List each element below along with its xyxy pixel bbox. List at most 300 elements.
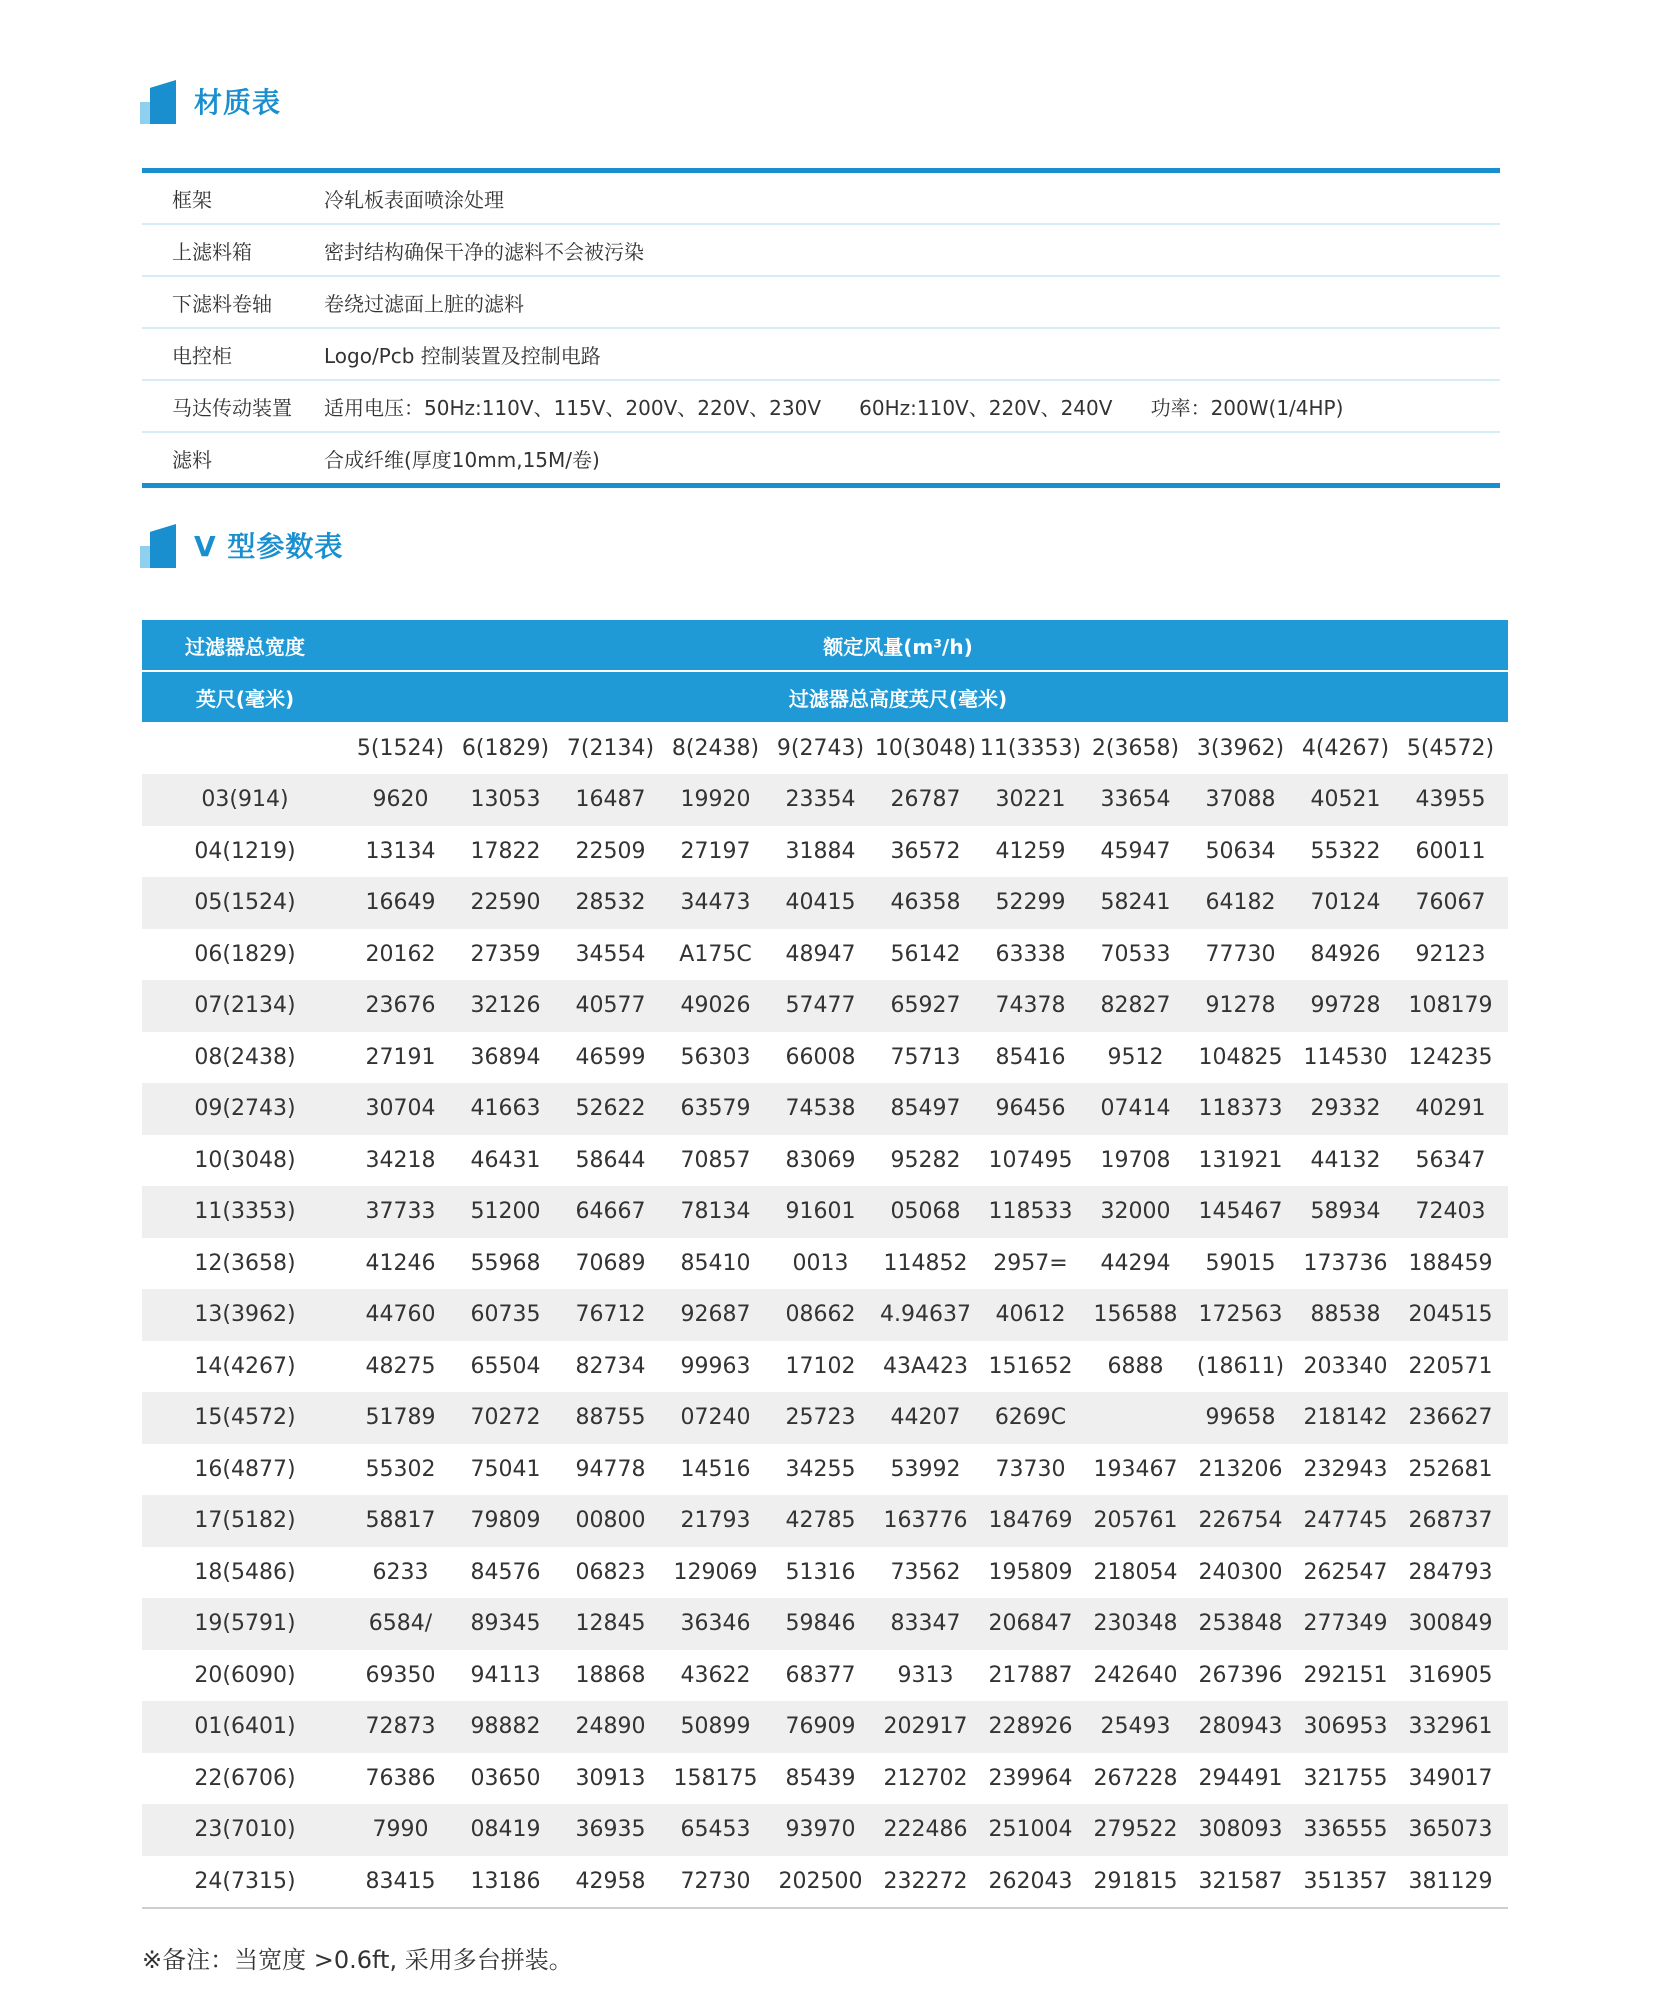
- airflow-cell: 63338: [995, 941, 1066, 967]
- airflow-cell: 204515: [1408, 1302, 1493, 1328]
- airflow-cell: 173736: [1303, 1250, 1388, 1276]
- row-width-label: 03(914): [201, 787, 289, 813]
- airflow-cell: 70689: [575, 1250, 646, 1276]
- airflow-cell: 40415: [785, 890, 856, 916]
- airflow-cell: 31884: [785, 838, 856, 864]
- airflow-cell: 104825: [1198, 1044, 1283, 1070]
- airflow-cell: 76712: [575, 1302, 646, 1328]
- airflow-cell: 82734: [575, 1353, 646, 1379]
- airflow-cell: 0013: [792, 1250, 849, 1276]
- airflow-cell: 300849: [1408, 1611, 1493, 1637]
- airflow-cell: 4.94637: [880, 1302, 971, 1328]
- airflow-cell: 34554: [575, 941, 646, 967]
- airflow-cell: 232943: [1303, 1456, 1388, 1482]
- airflow-cell: 07414: [1100, 1096, 1171, 1122]
- table-body: [142, 774, 1508, 1907]
- airflow-cell: 56303: [680, 1044, 751, 1070]
- airflow-cell: 60011: [1415, 838, 1486, 864]
- table-row: [142, 1186, 1508, 1238]
- airflow-cell: 321755: [1303, 1765, 1388, 1791]
- row-width-label: 11(3353): [194, 1199, 296, 1225]
- table-row: [142, 1753, 1508, 1805]
- airflow-cell: 57477: [785, 993, 856, 1019]
- airflow-cell: 188459: [1408, 1250, 1493, 1276]
- airflow-cell: 59015: [1205, 1250, 1276, 1276]
- airflow-cell: (18611): [1196, 1353, 1285, 1379]
- table-row: [142, 826, 1508, 878]
- row-width-label: 16(4877): [194, 1456, 296, 1482]
- airflow-cell: 251004: [988, 1817, 1073, 1843]
- airflow-cell: 9620: [372, 787, 429, 813]
- airflow-cell: 22590: [470, 890, 541, 916]
- airflow-cell: 27191: [365, 1044, 436, 1070]
- airflow-cell: 37088: [1205, 787, 1276, 813]
- airflow-cell: 64667: [575, 1199, 646, 1225]
- airflow-cell: 05068: [890, 1199, 961, 1225]
- v-parameter-table: [142, 620, 1508, 1909]
- airflow-cell: 6269C: [994, 1405, 1067, 1431]
- materials-table-bottom-rule: [142, 483, 1500, 488]
- airflow-cell: 205761: [1093, 1508, 1178, 1534]
- airflow-cell: 36346: [680, 1611, 751, 1637]
- airflow-cell: 58934: [1310, 1199, 1381, 1225]
- airflow-cell: 262043: [988, 1868, 1073, 1894]
- airflow-cell: 306953: [1303, 1714, 1388, 1740]
- airflow-cell: 99728: [1310, 993, 1381, 1019]
- table-row: [142, 1083, 1508, 1135]
- airflow-cell: 68377: [785, 1662, 856, 1688]
- airflow-cell: 51200: [470, 1199, 541, 1225]
- airflow-cell: 44294: [1100, 1250, 1171, 1276]
- row-width-label: 20(6090): [194, 1662, 296, 1688]
- vtable-title: V 型参数表: [194, 530, 344, 563]
- airflow-cell: 20162: [365, 941, 436, 967]
- airflow-cell: 92123: [1415, 941, 1486, 967]
- airflow-cell: 336555: [1303, 1817, 1388, 1843]
- airflow-cell: 74538: [785, 1096, 856, 1122]
- airflow-cell: 25723: [785, 1405, 856, 1431]
- row-width-label: 07(2134): [194, 993, 296, 1019]
- table-row: [142, 1238, 1508, 1290]
- row-width-label: 08(2438): [194, 1044, 296, 1070]
- table-row: [142, 1444, 1508, 1496]
- airflow-cell: 50899: [680, 1714, 751, 1740]
- airflow-cell: 7990: [372, 1817, 429, 1843]
- row-width-label: 01(6401): [194, 1714, 296, 1740]
- airflow-cell: 74378: [995, 993, 1066, 1019]
- airflow-cell: 55322: [1310, 838, 1381, 864]
- airflow-cell: 351357: [1303, 1868, 1388, 1894]
- section-building-icon: [140, 78, 180, 124]
- airflow-cell: 226754: [1198, 1508, 1283, 1534]
- material-row: [142, 173, 1500, 225]
- airflow-cell: 53992: [890, 1456, 961, 1482]
- airflow-cell: 55302: [365, 1456, 436, 1482]
- airflow-cell: 33654: [1100, 787, 1171, 813]
- airflow-cell: 45947: [1100, 838, 1171, 864]
- table-row: [142, 1650, 1508, 1702]
- airflow-cell: 46431: [470, 1147, 541, 1173]
- airflow-cell: 94778: [575, 1456, 646, 1482]
- airflow-cell: 32126: [470, 993, 541, 1019]
- airflow-cell: 279522: [1093, 1817, 1178, 1843]
- airflow-cell: 172563: [1198, 1302, 1283, 1328]
- airflow-cell: 29332: [1310, 1096, 1381, 1122]
- airflow-cell: 41246: [365, 1250, 436, 1276]
- airflow-cell: 70533: [1100, 941, 1171, 967]
- airflow-cell: 85410: [680, 1250, 751, 1276]
- airflow-cell: 17102: [785, 1353, 856, 1379]
- airflow-cell: 19920: [680, 787, 751, 813]
- column-header-row: [142, 722, 1508, 774]
- airflow-cell: 03650: [470, 1765, 541, 1791]
- airflow-cell: 280943: [1198, 1714, 1283, 1740]
- airflow-cell: 34255: [785, 1456, 856, 1482]
- airflow-cell: 19708: [1100, 1147, 1171, 1173]
- airflow-cell: 42785: [785, 1508, 856, 1534]
- airflow-cell: 70857: [680, 1147, 751, 1173]
- airflow-cell: 163776: [883, 1508, 968, 1534]
- airflow-cell: 41663: [470, 1096, 541, 1122]
- airflow-cell: 44132: [1310, 1147, 1381, 1173]
- material-label: 滤料: [172, 447, 212, 472]
- airflow-cell: 222486: [883, 1817, 968, 1843]
- airflow-cell: 65927: [890, 993, 961, 1019]
- airflow-cell: 44760: [365, 1302, 436, 1328]
- airflow-cell: 85416: [995, 1044, 1066, 1070]
- airflow-cell: 36572: [890, 838, 961, 864]
- airflow-cell: 40291: [1415, 1096, 1486, 1122]
- airflow-cell: 193467: [1093, 1456, 1178, 1482]
- airflow-cell: 253848: [1198, 1611, 1283, 1637]
- airflow-cell: 52622: [575, 1096, 646, 1122]
- airflow-cell: 158175: [673, 1765, 758, 1791]
- airflow-cell: 124235: [1408, 1044, 1493, 1070]
- airflow-cell: 202500: [778, 1868, 863, 1894]
- airflow-cell: 36935: [575, 1817, 646, 1843]
- table-header-row-1: [142, 620, 1508, 670]
- airflow-cell: 145467: [1198, 1199, 1283, 1225]
- material-row: [142, 329, 1500, 381]
- column-header: 10(3048): [874, 735, 977, 761]
- airflow-cell: 202917: [883, 1714, 968, 1740]
- table-row: [142, 1804, 1508, 1856]
- airflow-cell: 294491: [1198, 1765, 1283, 1791]
- airflow-cell: 88755: [575, 1405, 646, 1431]
- row-width-label: 04(1219): [194, 838, 296, 864]
- airflow-cell: 22509: [575, 838, 646, 864]
- vtable-section-title: [140, 522, 343, 568]
- column-header: 2(3658): [1091, 735, 1180, 761]
- material-value: Logo/Pcb 控制装置及控制电路: [324, 343, 601, 368]
- airflow-cell: 37733: [365, 1199, 436, 1225]
- airflow-cell: 89345: [470, 1611, 541, 1637]
- airflow-cell: 70124: [1310, 890, 1381, 916]
- row-width-label: 24(7315): [194, 1868, 296, 1894]
- header-airflow: 额定风量(m³/h): [823, 634, 973, 659]
- material-label: 电控柜: [172, 343, 232, 368]
- airflow-cell: 76067: [1415, 890, 1486, 916]
- airflow-cell: 9313: [897, 1662, 954, 1688]
- airflow-cell: 232272: [883, 1868, 968, 1894]
- row-width-label: 17(5182): [194, 1508, 296, 1534]
- airflow-cell: 267228: [1093, 1765, 1178, 1791]
- airflow-cell: 13134: [365, 838, 436, 864]
- column-header: 5(1524): [356, 735, 445, 761]
- airflow-cell: 78134: [680, 1199, 751, 1225]
- airflow-cell: 203340: [1303, 1353, 1388, 1379]
- airflow-cell: 34473: [680, 890, 751, 916]
- materials-section-title: [140, 78, 281, 124]
- material-label: 框架: [172, 187, 212, 212]
- airflow-cell: 284793: [1408, 1559, 1493, 1585]
- airflow-cell: 58644: [575, 1147, 646, 1173]
- airflow-cell: 40521: [1310, 787, 1381, 813]
- airflow-cell: 72403: [1415, 1199, 1486, 1225]
- airflow-cell: 79809: [470, 1508, 541, 1534]
- airflow-cell: 26787: [890, 787, 961, 813]
- material-value: 适用电压：50Hz:110V、115V、200V、220V、230V 60Hz:110V、220V、240V 功率：200W(1/4HP): [324, 395, 1344, 420]
- airflow-cell: 69350: [365, 1662, 436, 1688]
- table-row: [142, 980, 1508, 1032]
- airflow-cell: 65453: [680, 1817, 751, 1843]
- airflow-cell: 66008: [785, 1044, 856, 1070]
- airflow-cell: 252681: [1408, 1456, 1493, 1482]
- airflow-cell: 60735: [470, 1302, 541, 1328]
- material-row: [142, 277, 1500, 329]
- airflow-cell: 34218: [365, 1147, 436, 1173]
- airflow-cell: 40612: [995, 1302, 1066, 1328]
- airflow-cell: 84926: [1310, 941, 1381, 967]
- airflow-cell: 2957=: [993, 1250, 1068, 1276]
- section-building-icon: [140, 522, 180, 568]
- table-row: [142, 1341, 1508, 1393]
- airflow-cell: 43955: [1415, 787, 1486, 813]
- footnote: ※备注：当宽度 >0.6ft, 采用多台拼装。: [142, 1946, 573, 1974]
- airflow-cell: 6888: [1107, 1353, 1164, 1379]
- row-width-label: 12(3658): [194, 1250, 296, 1276]
- column-header: 3(3962): [1196, 735, 1285, 761]
- table-row: [142, 774, 1508, 826]
- airflow-cell: 50634: [1205, 838, 1276, 864]
- airflow-cell: 08419: [470, 1817, 541, 1843]
- airflow-cell: 85497: [890, 1096, 961, 1122]
- airflow-cell: 46358: [890, 890, 961, 916]
- airflow-cell: 77730: [1205, 941, 1276, 967]
- airflow-cell: 131921: [1198, 1147, 1283, 1173]
- airflow-cell: 48275: [365, 1353, 436, 1379]
- airflow-cell: 6584/: [368, 1611, 433, 1637]
- airflow-cell: 17822: [470, 838, 541, 864]
- airflow-cell: 6233: [372, 1559, 429, 1585]
- table-row: [142, 1495, 1508, 1547]
- airflow-cell: 51316: [785, 1559, 856, 1585]
- airflow-cell: 18868: [575, 1662, 646, 1688]
- header-total-width: 过滤器总宽度: [185, 634, 305, 659]
- airflow-cell: 236627: [1408, 1405, 1493, 1431]
- airflow-cell: 218054: [1093, 1559, 1178, 1585]
- materials-table: [142, 168, 1500, 488]
- airflow-cell: 64182: [1205, 890, 1276, 916]
- airflow-cell: 70272: [470, 1405, 541, 1431]
- airflow-cell: 93970: [785, 1817, 856, 1843]
- airflow-cell: 65504: [470, 1353, 541, 1379]
- airflow-cell: 217887: [988, 1662, 1073, 1688]
- airflow-cell: 292151: [1303, 1662, 1388, 1688]
- airflow-cell: 13053: [470, 787, 541, 813]
- airflow-cell: 76386: [365, 1765, 436, 1791]
- airflow-cell: 316905: [1408, 1662, 1493, 1688]
- airflow-cell: 99658: [1205, 1405, 1276, 1431]
- airflow-cell: 213206: [1198, 1456, 1283, 1482]
- airflow-cell: 25493: [1100, 1714, 1171, 1740]
- airflow-cell: 84576: [470, 1559, 541, 1585]
- airflow-cell: 49026: [680, 993, 751, 1019]
- table-row: [142, 1547, 1508, 1599]
- airflow-cell: 268737: [1408, 1508, 1493, 1534]
- airflow-cell: 32000: [1100, 1199, 1171, 1225]
- airflow-cell: 23354: [785, 787, 856, 813]
- table-row: [142, 1856, 1508, 1908]
- airflow-cell: 30221: [995, 787, 1066, 813]
- airflow-cell: 381129: [1408, 1868, 1493, 1894]
- material-row: [142, 225, 1500, 277]
- row-width-label: 06(1829): [194, 941, 296, 967]
- airflow-cell: 92687: [680, 1302, 751, 1328]
- airflow-cell: 58817: [365, 1508, 436, 1534]
- airflow-cell: 75041: [470, 1456, 541, 1482]
- airflow-cell: 262547: [1303, 1559, 1388, 1585]
- airflow-cell: 13186: [470, 1868, 541, 1894]
- column-header: 4(4267): [1301, 735, 1390, 761]
- table-row: [142, 1392, 1508, 1444]
- airflow-cell: 52299: [995, 890, 1066, 916]
- airflow-cell: 44207: [890, 1405, 961, 1431]
- airflow-cell: 91278: [1205, 993, 1276, 1019]
- airflow-cell: 99963: [680, 1353, 751, 1379]
- header-total-height: 过滤器总高度英尺(毫米): [788, 686, 1008, 711]
- column-header: 11(3353): [979, 735, 1082, 761]
- table-row: [142, 1598, 1508, 1650]
- airflow-cell: 184769: [988, 1508, 1073, 1534]
- airflow-cell: 212702: [883, 1765, 968, 1791]
- row-width-label: 19(5791): [194, 1611, 296, 1637]
- table-row: [142, 1701, 1508, 1753]
- header-feet-mm: 英尺(毫米): [195, 686, 295, 711]
- airflow-cell: 24890: [575, 1714, 646, 1740]
- airflow-cell: 114852: [883, 1250, 968, 1276]
- airflow-cell: 88538: [1310, 1302, 1381, 1328]
- airflow-cell: 218142: [1303, 1405, 1388, 1431]
- material-value: 卷绕过滤面上脏的滤料: [324, 291, 524, 316]
- airflow-cell: 16649: [365, 890, 436, 916]
- row-width-label: 14(4267): [194, 1353, 296, 1379]
- airflow-cell: 220571: [1408, 1353, 1493, 1379]
- airflow-cell: 9512: [1107, 1044, 1164, 1070]
- column-header: 7(2134): [566, 735, 655, 761]
- airflow-cell: 43622: [680, 1662, 751, 1688]
- airflow-cell: 59846: [785, 1611, 856, 1637]
- airflow-cell: 43A423: [882, 1353, 969, 1379]
- material-label: 下滤料卷轴: [172, 291, 272, 316]
- airflow-cell: 08662: [785, 1302, 856, 1328]
- airflow-cell: 129069: [673, 1559, 758, 1585]
- airflow-cell: 07240: [680, 1405, 751, 1431]
- airflow-cell: 114530: [1303, 1044, 1388, 1070]
- airflow-cell: 267396: [1198, 1662, 1283, 1688]
- airflow-cell: 94113: [470, 1662, 541, 1688]
- airflow-cell: 321587: [1198, 1868, 1283, 1894]
- airflow-cell: 16487: [575, 787, 646, 813]
- airflow-cell: 56347: [1415, 1147, 1486, 1173]
- airflow-cell: 27197: [680, 838, 751, 864]
- airflow-cell: 73730: [995, 1456, 1066, 1482]
- row-width-label: 15(4572): [194, 1405, 296, 1431]
- airflow-cell: 73562: [890, 1559, 961, 1585]
- material-label: 马达传动装置: [172, 395, 292, 420]
- airflow-cell: 36894: [470, 1044, 541, 1070]
- airflow-cell: 06823: [575, 1559, 646, 1585]
- row-width-label: 10(3048): [194, 1147, 296, 1173]
- column-header: 6(1829): [461, 735, 550, 761]
- airflow-cell: 349017: [1408, 1765, 1493, 1791]
- row-width-label: 22(6706): [194, 1765, 296, 1791]
- airflow-cell: 12845: [575, 1611, 646, 1637]
- material-label: 上滤料箱: [172, 239, 252, 264]
- airflow-cell: 96456: [995, 1096, 1066, 1122]
- table-row: [142, 1032, 1508, 1084]
- row-width-label: 13(3962): [194, 1302, 296, 1328]
- airflow-cell: 206847: [988, 1611, 1073, 1637]
- material-value: 密封结构确保干净的滤料不会被污染: [324, 239, 644, 264]
- table-bottom-rule: [142, 1907, 1508, 1909]
- column-header: 8(2438): [671, 735, 760, 761]
- table-row: [142, 1135, 1508, 1187]
- airflow-cell: 55968: [470, 1250, 541, 1276]
- airflow-cell: 308093: [1198, 1817, 1283, 1843]
- table-row: [142, 1289, 1508, 1341]
- airflow-cell: 48947: [785, 941, 856, 967]
- airflow-cell: 118373: [1198, 1096, 1283, 1122]
- table-row: [142, 929, 1508, 981]
- airflow-cell: 56142: [890, 941, 961, 967]
- airflow-cell: 27359: [470, 941, 541, 967]
- table-row: [142, 877, 1508, 929]
- airflow-cell: 21793: [680, 1508, 751, 1534]
- airflow-cell: 107495: [988, 1147, 1073, 1173]
- airflow-cell: 30913: [575, 1765, 646, 1791]
- row-width-label: 18(5486): [194, 1559, 296, 1585]
- airflow-cell: 83347: [890, 1611, 961, 1637]
- airflow-cell: 291815: [1093, 1868, 1178, 1894]
- airflow-cell: 72873: [365, 1714, 436, 1740]
- airflow-cell: 41259: [995, 838, 1066, 864]
- table-header-row-2: [142, 670, 1508, 722]
- airflow-cell: 83415: [365, 1868, 436, 1894]
- airflow-cell: 239964: [988, 1765, 1073, 1791]
- airflow-cell: 230348: [1093, 1611, 1178, 1637]
- airflow-cell: 46599: [575, 1044, 646, 1070]
- airflow-cell: 108179: [1408, 993, 1493, 1019]
- materials-title: 材质表: [194, 86, 282, 119]
- airflow-cell: 195809: [988, 1559, 1073, 1585]
- row-width-label: 09(2743): [194, 1096, 296, 1122]
- airflow-cell: 82827: [1100, 993, 1171, 1019]
- airflow-cell: 91601: [785, 1199, 856, 1225]
- row-width-label: 23(7010): [194, 1817, 296, 1843]
- airflow-cell: 95282: [890, 1147, 961, 1173]
- airflow-cell: 98882: [470, 1714, 541, 1740]
